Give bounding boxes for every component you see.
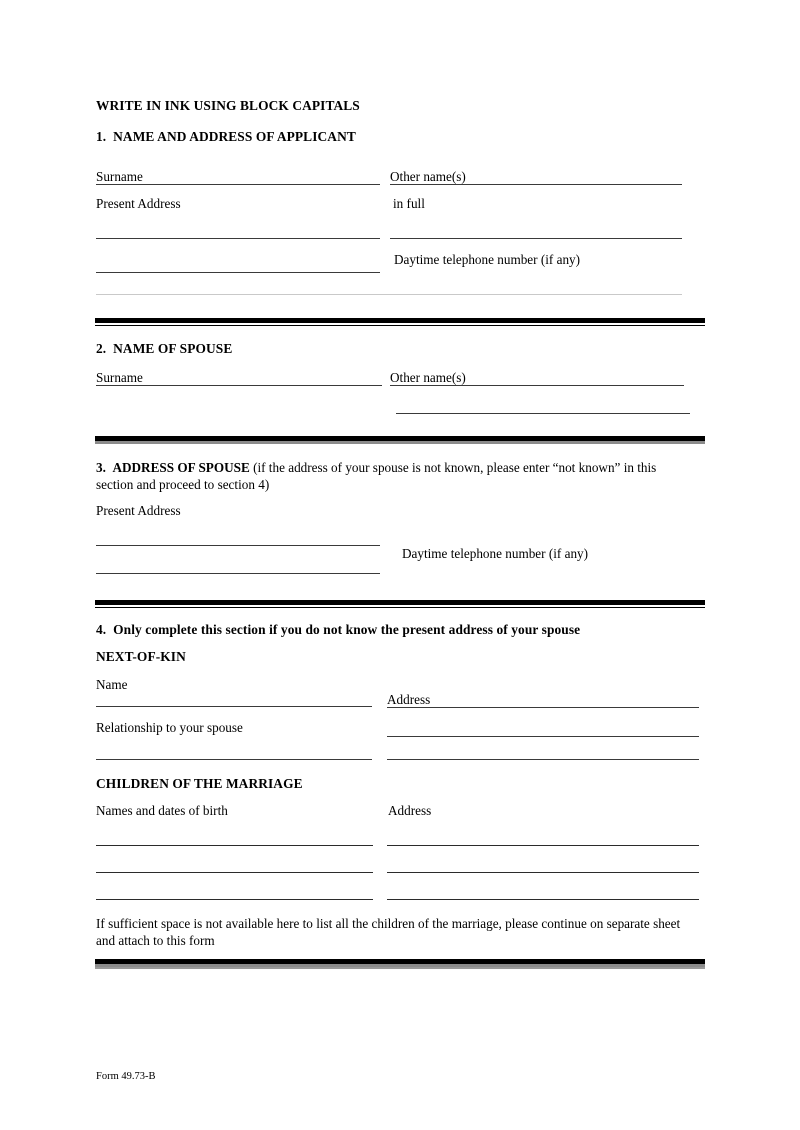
- applicant-other-names-input-line[interactable]: [390, 184, 682, 185]
- children-subheading: CHILDREN OF THE MARRIAGE: [96, 776, 303, 791]
- applicant-right-line-1[interactable]: [390, 238, 682, 239]
- section-1-title: NAME AND ADDRESS OF APPLICANT: [113, 129, 356, 144]
- children-names-dob-label: Names and dates of birth: [96, 803, 228, 818]
- next-of-kin-address-line-3[interactable]: [387, 759, 699, 760]
- next-of-kin-name-input-line[interactable]: [96, 706, 372, 707]
- next-of-kin-relationship-label: Relationship to your spouse: [96, 720, 243, 735]
- applicant-address-line-3[interactable]: [96, 294, 682, 295]
- spouse-surname-input-line[interactable]: [96, 385, 382, 386]
- section-1-heading: [96, 129, 356, 145]
- children-address-line-3[interactable]: [387, 899, 699, 900]
- section-3-title: ADDRESS OF SPOUSE: [112, 460, 250, 475]
- next-of-kin-subheading: NEXT-OF-KIN: [96, 649, 186, 664]
- next-of-kin-relationship-input-line[interactable]: [96, 759, 372, 760]
- spouse-other-names-label: Other name(s): [390, 370, 466, 385]
- spouse-present-address-label: Present Address: [96, 503, 181, 518]
- applicant-address-line-1[interactable]: [96, 238, 380, 239]
- children-name-line-2[interactable]: [96, 872, 373, 873]
- instruction-heading: WRITE IN INK USING BLOCK CAPITALS: [96, 98, 360, 113]
- children-name-line-3[interactable]: [96, 899, 373, 900]
- spouse-daytime-phone-label: Daytime telephone number (if any): [402, 546, 589, 561]
- section-divider-1: [95, 318, 705, 326]
- section-2-number: 2.: [96, 341, 107, 356]
- section-4-number: 4.: [96, 622, 107, 637]
- children-name-line-1[interactable]: [96, 845, 373, 846]
- section-4-heading: [96, 622, 580, 638]
- next-of-kin-address-input-line[interactable]: [387, 707, 699, 708]
- applicant-address-line-2[interactable]: [96, 272, 380, 273]
- next-of-kin-address-label: Address: [387, 692, 431, 707]
- section-2-title: NAME OF SPOUSE: [113, 341, 233, 356]
- next-of-kin-name-label: Name: [96, 677, 128, 692]
- section-divider-4: [95, 959, 705, 969]
- applicant-present-address-label: Present Address: [96, 196, 181, 211]
- applicant-surname-label: Surname: [96, 169, 143, 184]
- spouse-name-extra-line[interactable]: [396, 413, 690, 414]
- section-1-number: 1.: [96, 129, 107, 144]
- form-number-footer: Form 49.73-B: [96, 1071, 156, 1082]
- section-4-title: Only complete this section if you do not know the present address of your spouse: [113, 622, 581, 637]
- children-address-line-2[interactable]: [387, 872, 699, 873]
- section-3-number: 3.: [96, 460, 106, 475]
- applicant-other-names-label: Other name(s): [390, 169, 466, 184]
- spouse-other-names-input-line[interactable]: [390, 385, 684, 386]
- applicant-daytime-phone-label: Daytime telephone number (if any): [394, 252, 581, 267]
- children-address-label: Address: [388, 803, 432, 818]
- next-of-kin-address-line-2[interactable]: [387, 736, 699, 737]
- children-address-line-1[interactable]: [387, 845, 699, 846]
- section-divider-3: [95, 600, 705, 608]
- spouse-address-line-1[interactable]: [96, 545, 380, 546]
- section-2-heading: [96, 341, 232, 357]
- applicant-surname-input-line[interactable]: [96, 184, 380, 185]
- applicant-in-full-label: in full: [393, 196, 425, 211]
- section-3-heading: [96, 459, 678, 493]
- section-3-note: (if the address of your spouse is not known, please enter “not known” in this section and proceed to section 4): [96, 460, 657, 492]
- spouse-address-line-2[interactable]: [96, 573, 380, 574]
- section-divider-2: [95, 436, 705, 444]
- spouse-surname-label: Surname: [96, 370, 143, 385]
- children-continuation-note: If sufficient space is not available here to list all the children of the marriage, please continue on separate sheet and attach to this form: [96, 916, 681, 948]
